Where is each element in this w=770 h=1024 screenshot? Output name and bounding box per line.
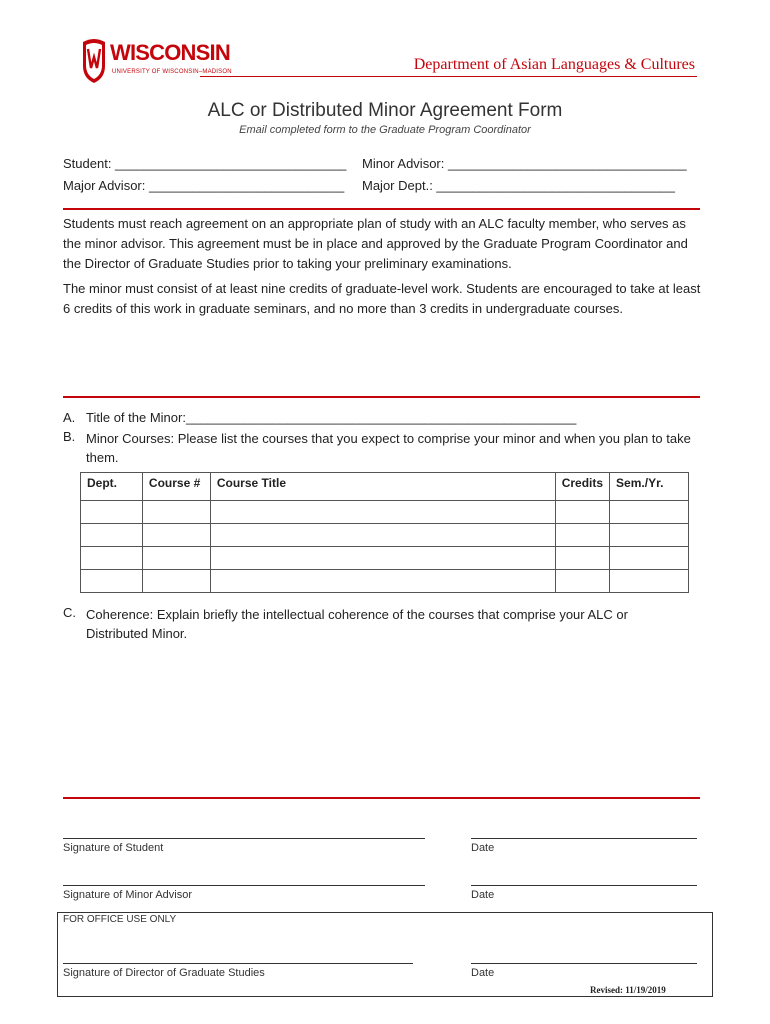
director-date-label: Date — [471, 967, 495, 979]
table-cell[interactable] — [610, 547, 689, 570]
table-cell[interactable] — [555, 524, 609, 547]
section-b-label: Minor Courses: — [86, 431, 175, 446]
minor-title-label: Title of the Minor: — [86, 410, 186, 425]
minor-advisor-field[interactable] — [362, 156, 687, 171]
minor-advisor-signature-label: Signature of Minor Advisor — [63, 889, 193, 901]
divider-2 — [63, 396, 700, 398]
revised-date: Revised: 11/19/2019 — [590, 985, 666, 995]
table-cell[interactable] — [555, 501, 609, 524]
office-use-label: FOR OFFICE USE ONLY — [63, 914, 177, 925]
col-header-credits: Credits — [555, 473, 609, 501]
col-header-course-number: Course # — [142, 473, 210, 501]
form-title: ALC or Distributed Minor Agreement Form — [207, 100, 563, 121]
section-c-marker: C. — [63, 605, 76, 620]
section-b-marker: B. — [63, 429, 76, 444]
form-subtitle: Email completed form to the Graduate Program Coordinator — [239, 124, 531, 136]
logo-subtitle: UNIVERSITY OF WISCONSIN–MADISON — [112, 69, 232, 75]
table-cell[interactable] — [210, 570, 555, 593]
director-date-line[interactable] — [471, 963, 697, 964]
table-cell[interactable] — [142, 570, 210, 593]
minor-advisor-date-label: Date — [471, 889, 495, 901]
table-cell[interactable] — [610, 501, 689, 524]
student-field[interactable] — [63, 156, 346, 171]
minor-advisor-label: Minor Advisor: — [362, 156, 448, 171]
logo-wordmark: WISCONSIN — [110, 40, 230, 65]
table-cell[interactable] — [210, 547, 555, 570]
divider-1 — [63, 208, 700, 210]
director-signature-line[interactable] — [63, 963, 413, 964]
table-row — [81, 524, 689, 547]
instructions-para-2: The minor must consist of at least nine credits of graduate-level work. Students are encouraged to take at least 6 credits of this work in graduate seminars, and no more than 3 credits in undergraduate courses. — [63, 281, 701, 316]
major-dept-field[interactable] — [362, 178, 675, 193]
col-header-sem-yr: Sem./Yr. — [610, 473, 689, 501]
minor-advisor-blank[interactable]: _________________________________ — [447, 156, 687, 171]
table-row — [81, 501, 689, 524]
student-date-label: Date — [471, 842, 495, 854]
table-cell[interactable] — [210, 524, 555, 547]
student-label: Student: — [63, 156, 116, 171]
header-rule — [200, 76, 697, 77]
table-header-row — [81, 473, 689, 501]
table-cell[interactable] — [81, 570, 143, 593]
minor-title-blank[interactable]: ______________________________________________________ — [185, 410, 577, 425]
major-dept-blank[interactable]: _________________________________ — [436, 178, 676, 193]
courses-table — [80, 472, 689, 593]
table-cell[interactable] — [81, 501, 143, 524]
student-signature-line[interactable] — [63, 838, 425, 839]
student-signature-label: Signature of Student — [63, 842, 164, 854]
major-advisor-field[interactable] — [63, 178, 344, 193]
table-cell[interactable] — [210, 501, 555, 524]
table-cell[interactable] — [142, 501, 210, 524]
section-b-text — [86, 429, 706, 467]
minor-advisor-date-line[interactable] — [471, 885, 697, 886]
major-advisor-label: Major Advisor: — [63, 178, 149, 193]
student-blank[interactable]: ________________________________ — [115, 156, 347, 171]
table-cell[interactable] — [610, 524, 689, 547]
uw-crest-icon — [80, 38, 108, 84]
minor-advisor-signature-line[interactable] — [63, 885, 425, 886]
table-cell[interactable] — [555, 570, 609, 593]
section-a-marker: A. — [63, 410, 76, 425]
table-cell[interactable] — [555, 547, 609, 570]
col-header-course-title: Course Title — [210, 473, 555, 501]
table-row — [81, 547, 689, 570]
section-b-instructions: Please list the courses that you expect to comprise your minor and when you plan to take them. — [86, 431, 691, 465]
instructions-para-1: Students must reach agreement on an appropriate plan of study with an ALC faculty member, who serves as the minor advisor. This agreement must be in place and approved by the Graduate Program Coordinator and the Director of Graduate Studies prior to taking your preliminary examinations. — [63, 216, 688, 271]
minor-title-field[interactable] — [86, 410, 576, 425]
major-dept-label: Major Dept.: — [362, 178, 437, 193]
table-cell[interactable] — [142, 547, 210, 570]
section-c-label: Coherence — [86, 607, 150, 622]
table-cell[interactable] — [610, 570, 689, 593]
section-c-text[interactable] — [86, 605, 686, 643]
table-cell[interactable] — [81, 524, 143, 547]
section-c-instructions: : Explain briefly the intellectual coherence of the courses that comprise your ALC or Distributed Minor. — [86, 607, 628, 641]
col-header-dept: Dept. — [81, 473, 143, 501]
major-advisor-blank[interactable]: ___________________________ — [148, 178, 345, 193]
student-date-line[interactable] — [471, 838, 697, 839]
divider-3 — [63, 797, 700, 799]
table-row — [81, 570, 689, 593]
table-cell[interactable] — [142, 524, 210, 547]
table-cell[interactable] — [81, 547, 143, 570]
director-signature-label: Signature of Director of Graduate Studies — [63, 967, 265, 979]
department-name: Department of Asian Languages & Cultures — [413, 56, 695, 73]
